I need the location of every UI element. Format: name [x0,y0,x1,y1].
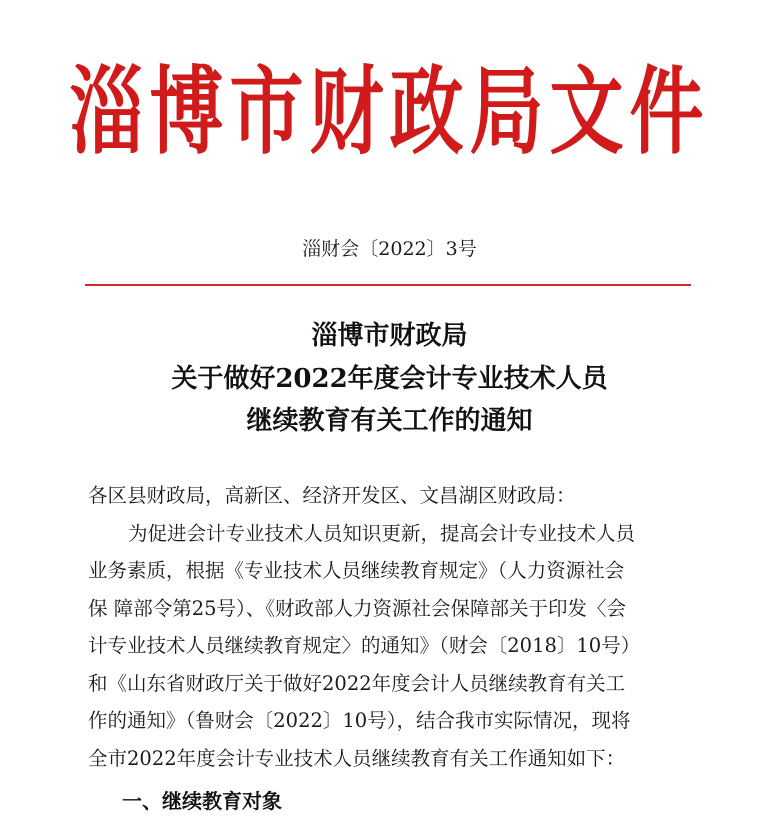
masthead-title: 淄博市财政局文件 [69,57,710,168]
red-divider-line [85,284,691,286]
addressee-line: 各区县财政局，高新区、经济开发区、文昌湖区财政局： [88,484,576,507]
body-line-2: 业务素质，根据《专业技术人员继续教育规定》（人力资源社会 [88,559,625,582]
document-number: 淄财会〔2022〕3号 [302,238,477,260]
body-line-4: 计专业技术人员继续教育规定〉的通知》（财会〔2018〕10号） [88,634,641,657]
body-line-1: 为促进会计专业技术人员知识更新，提高会计专业技术人员 [128,522,636,545]
section-heading-1: 一、继续教育对象 [122,789,282,813]
body-line-3: 保 障部令第25号）、《财政部人力资源社会保障部关于印发〈会 [88,597,627,620]
notice-title-line-1: 淄博市财政局 [311,321,468,351]
notice-title-line-2: 关于做好2022年度会计专业技术人员 [171,364,608,394]
body-line-7: 全市2022年度会计专业技术人员继续教育有关工作通知如下： [88,747,626,770]
body-line-5: 和《山东省财政厅关于做好2022年度会计人员继续教育有关工 [88,672,626,695]
body-line-6: 作的通知》（鲁财会〔2022〕10号），结合我市实际情况，现将 [88,709,631,732]
notice-title-line-3: 继续教育有关工作的通知 [246,406,533,436]
